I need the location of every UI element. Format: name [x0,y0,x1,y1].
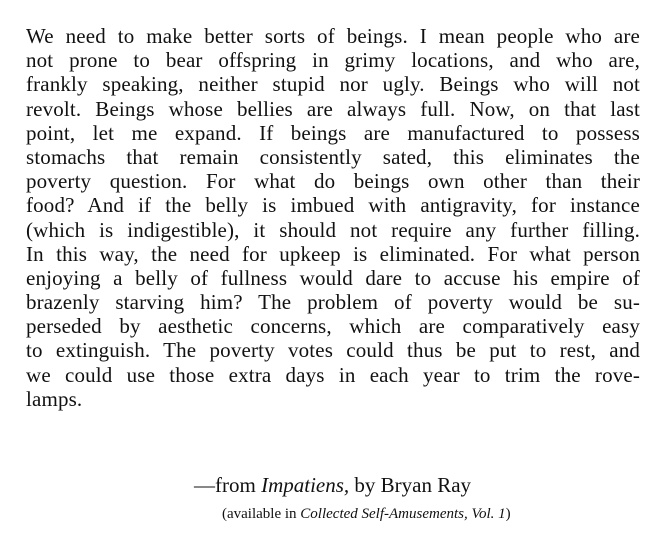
passage-line: We need to make better sorts of beings. I mean people who are [26,24,640,48]
passage-line: brazenly starving him? The problem of poverty would be su- [26,290,640,315]
passage-line: enjoying a belly of fullness would dare to accuse his empire of [26,265,640,290]
passage-line: food? And if the belly is imbued with antigravity, for instance [26,193,640,218]
passage-line: not prone to bear offspring in grimy locations, and who are, [26,48,640,73]
availability-note [222,505,511,523]
quoted-passage [26,24,640,411]
availability-close: ) [505,506,511,522]
author-name: by Bryan Ray [349,473,472,497]
passage-line: perseded by aesthetic concerns, which are comparatively easy [26,314,640,339]
work-title: Impatiens, [261,473,350,497]
passage-line: point, let me expand. If beings are manufactured to possess [26,120,640,145]
collection-title: Collected Self-Amusements, Vol. 1 [300,506,506,522]
passage-line: poverty question. For what do beings own other than their [26,169,640,194]
passage-line: revolt. Beings whose bellies are always full. Now, on that last [26,96,640,121]
passage-line: we could use those extra days in each year to trim the rove- [26,362,640,387]
passage-line: (which is indigestible), it should not require any further filling. [26,217,640,242]
attribution-prefix: —from [194,473,262,497]
passage-line: In this way, the need for upkeep is eliminated. For what person [26,241,640,266]
passage-line-last: lamps. [26,386,83,411]
passage-line: to extinguish. The poverty votes could thus be put to rest, and [26,338,640,363]
availability-open: (available in [222,506,301,522]
passage-line: stomachs that remain consistently sated, this eliminates the [26,144,640,169]
passage-line: frankly speaking, neither stupid nor ugly. Beings who will not [26,72,640,97]
attribution-line [194,473,471,497]
